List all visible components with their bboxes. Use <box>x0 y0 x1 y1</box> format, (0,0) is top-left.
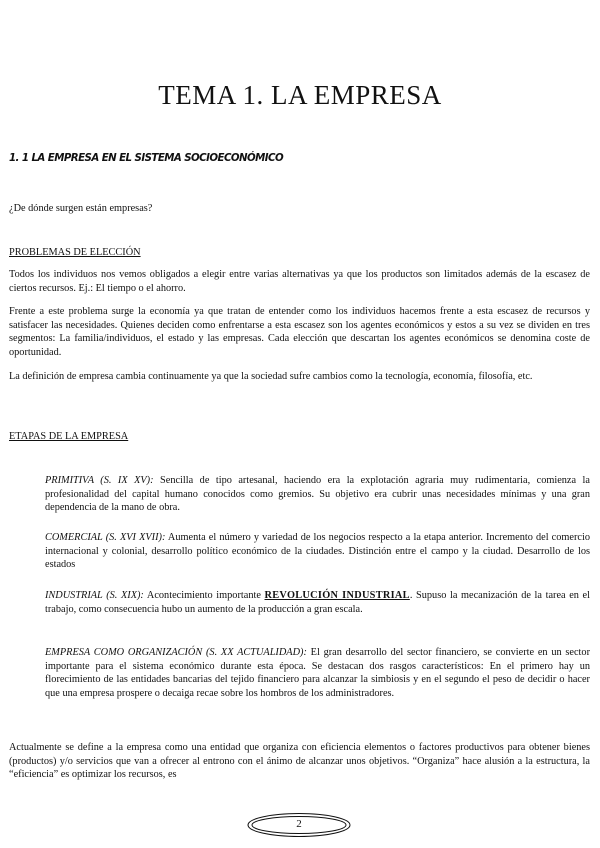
etapa-comercial-label: COMERCIAL (S. XVI XVII): <box>45 532 166 543</box>
etapas-heading: ETAPAS DE LA EMPRESA <box>9 431 129 442</box>
revolucion-industrial-highlight: REVOLUCIÓN INDUSTRIAL <box>264 590 410 601</box>
page-number-badge <box>246 812 352 838</box>
etapa-industrial-label: INDUSTRIAL (S. XIX): <box>45 590 144 601</box>
etapa-comercial <box>45 531 590 572</box>
etapa-primitiva-text: Sencilla de tipo artesanal, haciendo era la explotación agraria muy rudimentaria, comienza la profesionalidad del capital humano conocidos como gremios. Su objetivo era cubrir unas necesidades mínimas y una gran dependencia de la mano de obra. <box>45 475 590 513</box>
page-number: 2 <box>296 818 302 830</box>
etapa-comercial-text: Aumenta el número y variedad de los negocios respecto a la etapa anterior. Incremento del comercio internacional y colonial, desarrollo político económico de la ciudades. Distinción entre el campo y la ciudad. Desarrollo de los estados <box>45 532 590 570</box>
etapa-organizacion-text: El gran desarrollo del sector financiero, se convierte en un sector importante para el sistema económico durante esta época. Se destacan dos rasgos característicos: En el primero hay un florecimiento de las entidades bancarias del tejido financiero para alcanzar la simbiosis y en el segundo el peso de decidir o hacer que una empresa prospere o decaiga recae sobre los hombros de los administradores. <box>45 647 590 699</box>
problemas-paragraph-1: Todos los individuos nos vemos obligados a elegir entre varias alternativas ya que los productos son limitados además de la escasez de ciertos recursos. Ej.: El tiempo o el ahorro. <box>9 269 590 294</box>
etapa-primitiva-label: PRIMITIVA (S. IX XV): <box>45 475 154 486</box>
closing-paragraph: Actualmente se define a la empresa como una entidad que organiza con eficiencia elementos o factores productivos para obtener bienes (productos) y/o servicios que van a ofrecer al entrono con el ánimo de alcanzar unos objetivos. “Organiza” hace alusión a la estructura, la “eficiencia” es optimizar los recursos, es <box>9 742 590 780</box>
etapa-primitiva <box>45 474 590 515</box>
etapa-industrial-pre: Acontecimiento importante <box>143 590 265 601</box>
etapa-organizacion <box>45 646 590 700</box>
intro-question: ¿De dónde surgen están empresas? <box>9 203 153 214</box>
problemas-paragraph-2: Frente a este problema surge la economía ya que tratan de entender como los individuos hacemos frente a esta escasez de recursos y satisfacer las necesidades. Quienes deciden como enfrentarse a esta escasez son los agentes económicos y estos a su vez se dividen en tres segmentos: La familia/individuos, el estado y las empresas. Cada elección que descartan los agentes económicos se denomina coste de oportunidad. <box>9 306 590 358</box>
etapa-organizacion-label: EMPRESA COMO ORGANIZACIÓN (S. XX ACTUALIDAD): <box>45 647 307 658</box>
page-title: TEMA 1. LA EMPRESA <box>158 80 442 110</box>
etapa-industrial-post: . Supuso la mecanización de la tarea en el trabajo, como consecuencia hubo un aumento de la producción a gran escala. <box>45 590 590 615</box>
etapa-industrial <box>45 589 590 616</box>
problemas-paragraph-3: La definición de empresa cambia continuamente ya que la sociedad sufre cambios como la tecnología, economía, filosofía, etc. <box>9 371 533 382</box>
section-heading: 1. 1 LA EMPRESA EN EL SISTEMA SOCIOECONÓMICO <box>9 151 284 164</box>
problemas-heading: PROBLEMAS DE ELECCIÓN <box>9 247 141 258</box>
